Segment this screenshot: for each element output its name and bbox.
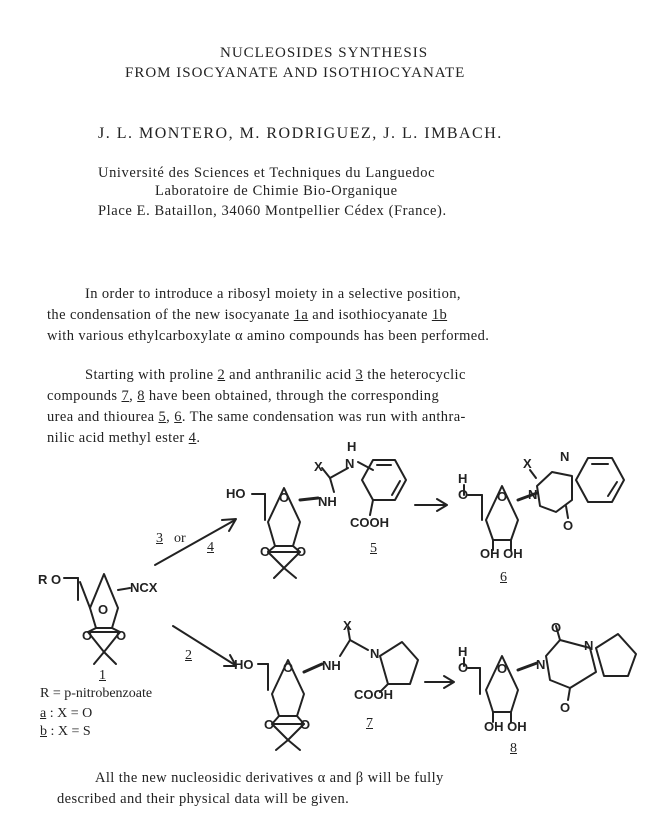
c5-n: N (345, 456, 355, 471)
c7-nh: NH (322, 658, 341, 673)
c6-oh-oh: OH OH (480, 546, 523, 561)
c8-h: H (458, 644, 468, 659)
c5-nh: NH (318, 494, 337, 509)
compound-6-structure (464, 458, 624, 550)
c5-cooh: COOH (350, 515, 389, 530)
c6-x: X (523, 456, 532, 471)
compound-1-structure (64, 574, 130, 664)
para2-line-2: compounds 7, 8 have been obtained, through the corresponding (47, 388, 440, 404)
compound-5-label: 5 (370, 541, 377, 556)
c8-oh-oh: OH OH (484, 719, 527, 734)
footer-line-1: All the new nucleosidic derivatives α and β will be fully (95, 770, 444, 786)
c6-n-left: N (528, 487, 538, 502)
para2-line-4: nilic acid methyl ester 4. (47, 430, 201, 446)
beta-symbol: β (355, 770, 364, 786)
compound-8-label: 8 (510, 741, 517, 756)
arrow-label-or: or (174, 531, 186, 546)
para1-line-3: with various ethylcarboxylate α amino compounds has been performed. (47, 328, 490, 344)
c7-o-left: O (264, 717, 275, 732)
compound-1-label: 1 (99, 668, 106, 683)
oxygen-left: O (82, 628, 93, 643)
para1-line-1: In order to introduce a ribosyl moiety in a selective position, (85, 286, 461, 302)
affiliation-line-2: Laboratoire de Chimie Bio-Organique (155, 183, 398, 199)
c6-o: O (458, 487, 469, 502)
r-o-label: R O (38, 572, 62, 587)
c5-x: X (314, 459, 323, 474)
c8-n-right: N (584, 638, 594, 653)
c5-o-left: O (260, 544, 271, 559)
c5-ho: HO (226, 486, 246, 501)
compound-8-structure (464, 626, 636, 722)
arrow-label-2: 2 (185, 648, 192, 663)
arrow-lower (173, 626, 235, 665)
c6-ring-o: O (497, 489, 508, 504)
c7-ho: HO (234, 657, 254, 672)
compound-1-variant-a: a : X = O (40, 706, 93, 721)
title-line-1: NUCLEOSIDES SYNTHESIS (220, 45, 429, 61)
authors: J. L. MONTERO, M. RODRIGUEZ, J. L. IMBACH. (98, 125, 503, 142)
compound-ref: 1b (431, 307, 448, 323)
para2-line-1: Starting with proline 2 and anthranilic acid 3 the heterocyclic (85, 367, 466, 383)
compound-7-structure (258, 628, 418, 750)
ring-oxygen: O (98, 602, 109, 617)
arrow-upper (155, 520, 235, 565)
c5-ring-o: O (279, 490, 290, 505)
c7-n: N (370, 646, 380, 661)
c6-h: H (458, 471, 468, 486)
arrow-label-3: 3 (156, 531, 163, 546)
c8-top-o: O (551, 620, 562, 635)
c7-x: X (343, 618, 352, 633)
ncx-label: NCX (130, 580, 158, 595)
c5-o-right: O (296, 544, 307, 559)
title-line-2: FROM ISOCYANATE AND ISOTHIOCYANATE (125, 65, 466, 81)
affiliation-line-1: Université des Sciences et Techniques du Languedoc (98, 165, 436, 181)
c6-n-top: N (560, 449, 570, 464)
c7-o-right: O (300, 717, 311, 732)
compound-6-label: 6 (500, 570, 507, 585)
c8-carbonyl-o: O (560, 700, 571, 715)
c8-n-left: N (536, 657, 546, 672)
compound-1-r-definition: R = p-nitrobenzoate (40, 686, 153, 701)
alpha-symbol: α (234, 328, 243, 344)
para1-line-2: the condensation of the new isocyanate 1a and isothiocyanate 1b (47, 307, 448, 323)
c5-h: H (347, 439, 357, 454)
c7-cooh: COOH (354, 687, 393, 702)
footer-line-2: described and their physical data will be given. (57, 791, 350, 807)
c8-o: O (458, 660, 469, 675)
affiliation-line-3: Place E. Bataillon, 34060 Montpellier Cédex (France). (98, 203, 447, 219)
compound-ref: 1a (293, 307, 309, 323)
compound-1-variant-b: b : X = S (40, 724, 91, 739)
oxygen-right: O (116, 628, 127, 643)
c7-ring-o: O (283, 660, 294, 675)
alpha-symbol: α (317, 770, 326, 786)
c8-ring-o: O (497, 661, 508, 676)
para2-line-3: urea and thiourea 5, 6. The same condensation was run with anthra- (47, 409, 466, 425)
c6-carbonyl-o: O (563, 518, 574, 533)
arrow-label-4: 4 (207, 540, 214, 555)
compound-7-label: 7 (366, 716, 373, 731)
